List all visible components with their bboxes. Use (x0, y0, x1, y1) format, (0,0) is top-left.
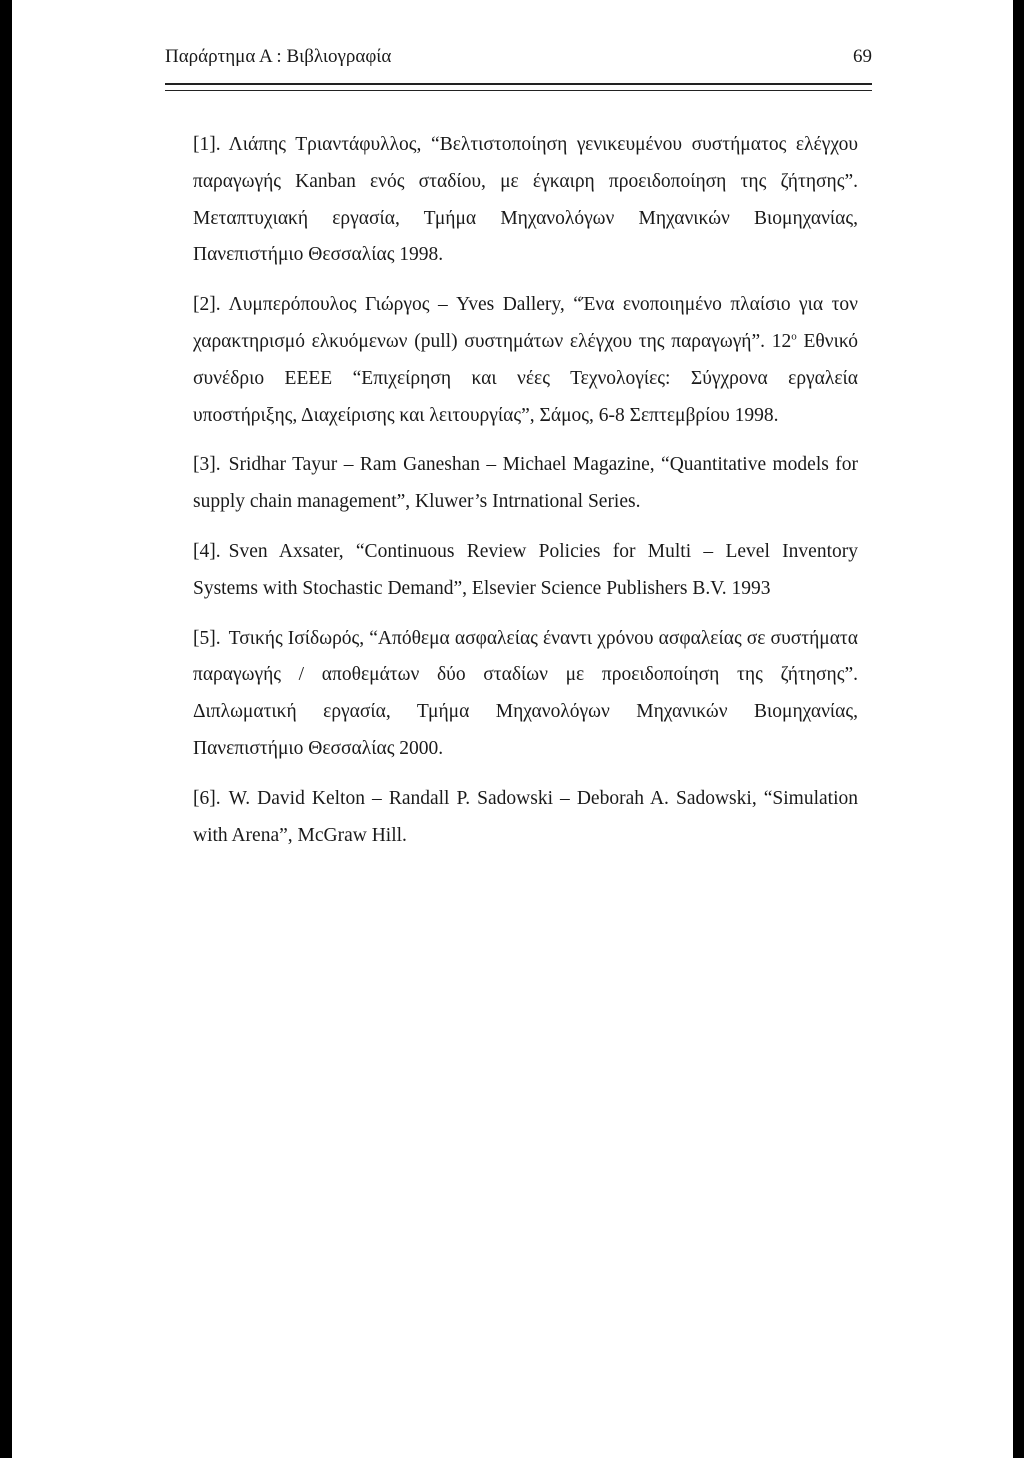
reference-text: Sven Axsater, “Continuous Review Policies for Multi – Level Inventory Systems with Stochastic Demand”, Elsevier Science Publishers B.V. 1993 (193, 540, 858, 599)
page-header (165, 42, 872, 72)
reference-5 (193, 621, 858, 768)
reference-text: Sridhar Tayur – Ram Ganeshan – Michael Magazine, “Quantitative models for supply chain management”, Kluwer’s Intrnational Series. (193, 454, 858, 513)
reference-6 (193, 781, 858, 855)
reference-text-part: Εθνικό συνέδριο ΕΕΕΕ “Επιχείρηση και νέες Τεχνολογίες: Σύγχρονα εργαλεία υποστήριξης, Διαχείρισης και λειτουργίας”, Σάμος, 6-8 Σεπτεμβρίου 1998. (193, 330, 858, 426)
reference-text: W. David Kelton – Randall P. Sadowski – Deborah A. Sadowski, “Simulation with Arena”, McGraw Hill. (193, 787, 858, 846)
reference-2 (193, 287, 858, 434)
reference-text-part: Λυμπερόπουλος Γιώργος – Yves Dallery, “Ένα ενοποιημένο πλαίσιο για τον χαρακτηρισμό ελκυόμενων (pull) συστημάτων ελέγχου της παραγωγή”. 12 (193, 294, 858, 352)
reference-4 (193, 534, 858, 608)
page-number: 69 (853, 46, 872, 67)
reference-label: [1]. (193, 134, 221, 155)
document-page (12, 0, 1013, 1458)
reference-label: [6]. (193, 787, 221, 809)
reference-1 (193, 127, 858, 274)
reference-label: [4]. (193, 540, 221, 562)
reference-label: [3]. (193, 454, 221, 476)
reference-label: [2]. (193, 294, 221, 316)
ordinal-superscript: ο (791, 330, 797, 343)
reference-list (193, 127, 858, 867)
reference-3 (193, 447, 858, 521)
header-title: Παράρτημα Α : Βιβλιογραφία (165, 46, 392, 67)
reference-label: [5]. (193, 627, 221, 649)
header-rule (165, 83, 872, 91)
reference-text: Τσικής Ισίδωρός, “Απόθεμα ασφαλείας έναντι χρόνου ασφαλείας σε συστήματα παραγωγής / αποθεμάτων δύο σταδίων με προειδοποίηση της ζήτησης”. Διπλωματική εργασία, Τμήμα Μηχανολόγων Μηχανικών Βιομηχανίας, Πανεπιστήμιο Θεσσαλίας 2000. (193, 627, 858, 759)
reference-text: Λιάπης Τριαντάφυλλος, “Βελτιστοποίηση γενικευμένου συστήματος ελέγχου παραγωγής Kanban ενός σταδίου, με έγκαιρη προειδοποίηση της ζήτησης”. Μεταπτυχιακή εργασία, Τμήμα Μηχανολόγων Μηχανικών Βιομηχανίας, Πανεπιστήμιο Θεσσαλίας 1998. (193, 134, 858, 266)
